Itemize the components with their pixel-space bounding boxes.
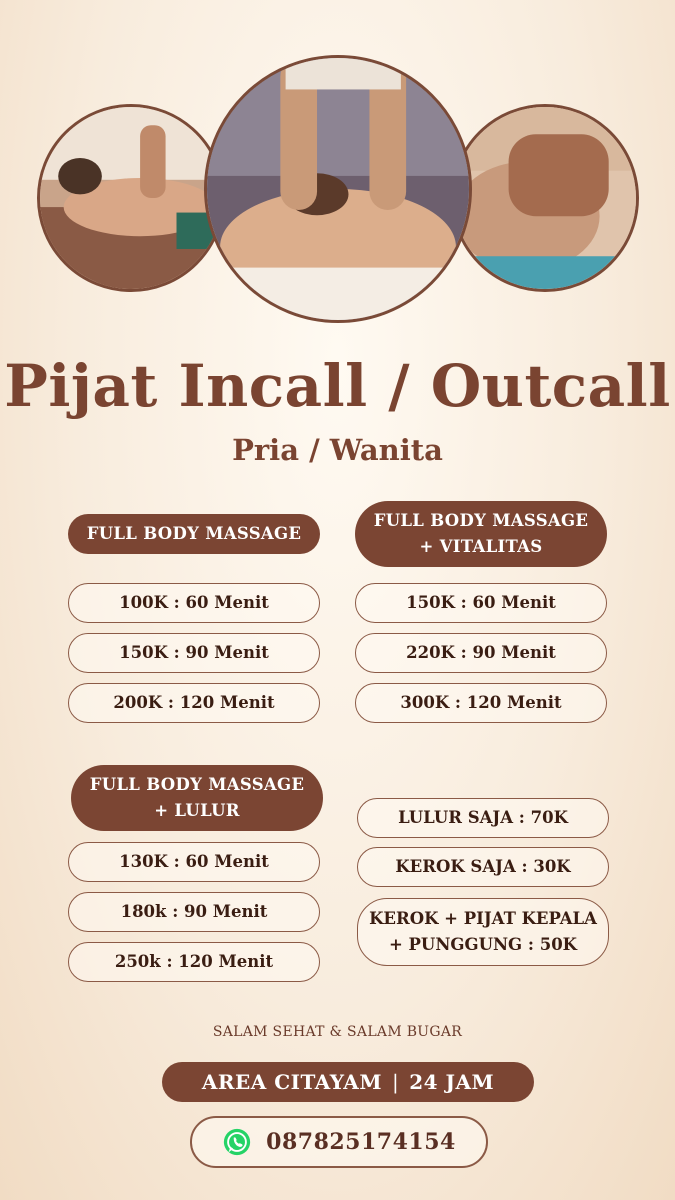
extra-label: KEROK + PIJAT KEPALA [369, 909, 597, 928]
extra-item-lulur-saja [357, 798, 609, 838]
page-subtitle: Pria / Wanita [232, 433, 443, 467]
phone-contact-button[interactable] [190, 1116, 488, 1168]
price-label: 100K : 60 Menit [119, 593, 269, 612]
price-item [68, 583, 320, 623]
phone-number: 087825174154 [266, 1129, 456, 1155]
price-item [355, 633, 607, 673]
price-item [68, 892, 320, 932]
package-header-label: FULL BODY MASSAGE [86, 524, 302, 543]
package-header-label: FULL BODY MASSAGE [373, 511, 589, 530]
price-item [68, 633, 320, 673]
price-label: 250k : 120 Menit [114, 952, 274, 971]
price-item [68, 842, 320, 882]
hours-label: 24 JAM [409, 1070, 495, 1094]
price-item [355, 683, 607, 723]
extra-label: KEROK SAJA : 30K [395, 857, 571, 876]
price-label: 300K : 120 Menit [400, 693, 562, 712]
package-header-label: FULL BODY MASSAGE [89, 775, 305, 794]
price-label: 180k : 90 Menit [120, 902, 268, 921]
page-title: Pijat Incall / Outcall [4, 352, 671, 420]
extra-label: LULUR SAJA : 70K [398, 808, 568, 827]
package-header-vitalitas [355, 501, 607, 567]
package-header-label: + VITALITAS [419, 537, 543, 556]
area-label: AREA CITAYAM [201, 1070, 382, 1094]
price-item [68, 683, 320, 723]
massage-photo-right [451, 104, 639, 292]
package-header-full-body [68, 514, 320, 554]
package-header-lulur [71, 765, 323, 831]
price-item [68, 942, 320, 982]
price-label: 200K : 120 Menit [113, 693, 275, 712]
price-item [355, 583, 607, 623]
greeting-text: SALAM SEHAT & SALAM BUGAR [212, 1024, 463, 1040]
extra-label: + PUNGGUNG : 50K [388, 935, 578, 954]
package-header-label: + LULUR [154, 801, 240, 820]
extra-item-kerok-combo [357, 898, 609, 966]
massage-photo-left [37, 104, 225, 292]
price-label: 220K : 90 Menit [406, 643, 556, 662]
divider: | [391, 1070, 400, 1094]
massage-photo-center [204, 55, 472, 323]
extra-item-kerok-saja [357, 847, 609, 887]
area-hours-banner [162, 1062, 534, 1102]
whatsapp-icon [222, 1127, 252, 1157]
price-label: 150K : 90 Menit [119, 643, 269, 662]
price-label: 130K : 60 Menit [119, 852, 269, 871]
price-label: 150K : 60 Menit [406, 593, 556, 612]
